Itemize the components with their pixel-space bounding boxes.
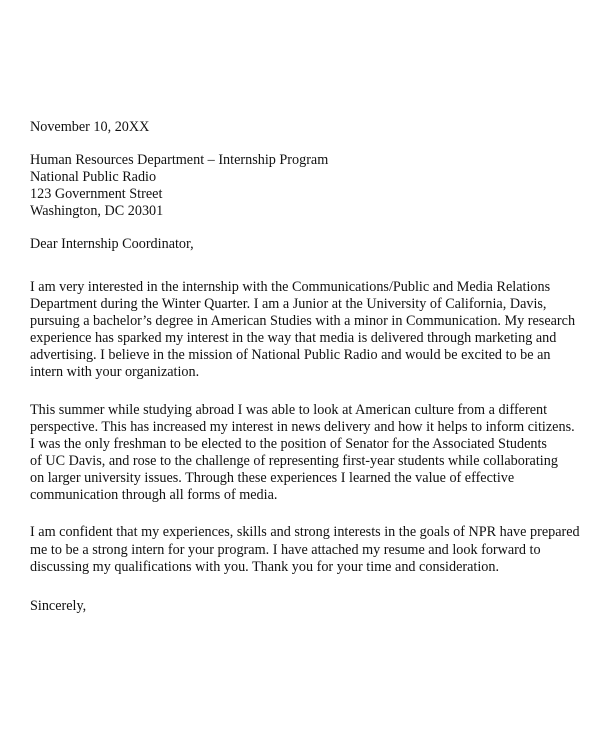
paragraph-line: I am confident that my experiences, skills and strong interests in the goals of NPR have prepared [30, 524, 580, 540]
paragraph-line: intern with your organization. [30, 364, 200, 380]
paragraph-line: This summer while studying abroad I was able to look at American culture from a different [30, 402, 548, 418]
paragraph-line: communication through all forms of media. [30, 487, 278, 503]
salutation: Dear Internship Coordinator, [30, 236, 194, 252]
paragraph-line: pursuing a bachelor’s degree in American Studies with a minor in Communication. My research [30, 313, 576, 329]
paragraph-line: perspective. This has increased my interest in news delivery and how it helps to inform citizens. [30, 419, 575, 435]
paragraph-line: I was the only freshman to be elected to the position of Senator for the Associated Students [30, 436, 547, 452]
recipient-city: Washington, DC 20301 [30, 203, 164, 219]
paragraph-line: I am very interested in the internship with the Communications/Public and Media Relations [30, 279, 551, 295]
paragraph-line: of UC Davis, and rose to the challenge of representing first-year students while collaborating [30, 453, 558, 469]
paragraph-line: Department during the Winter Quarter. I am a Junior at the University of California, Davis, [30, 296, 547, 312]
recipient-street: 123 Government Street [30, 186, 163, 202]
paragraph-line: discussing my qualifications with you. Thank you for your time and consideration. [30, 559, 500, 575]
recipient-organization: National Public Radio [30, 169, 157, 185]
paragraph-line: on larger university issues. Through these experiences I learned the value of effective [30, 470, 515, 486]
paragraph-line: advertising. I believe in the mission of National Public Radio and would be excited to be an [30, 347, 551, 363]
recipient-department: Human Resources Department – Internship Program [30, 152, 329, 168]
paragraph-line: me to be a strong intern for your program. I have attached my resume and look forward to [30, 542, 541, 558]
paragraph-line: experience has sparked my interest in the way that media is delivered through marketing and [30, 330, 557, 346]
letter-date: November 10, 20XX [30, 119, 150, 135]
closing: Sincerely, [30, 598, 87, 614]
